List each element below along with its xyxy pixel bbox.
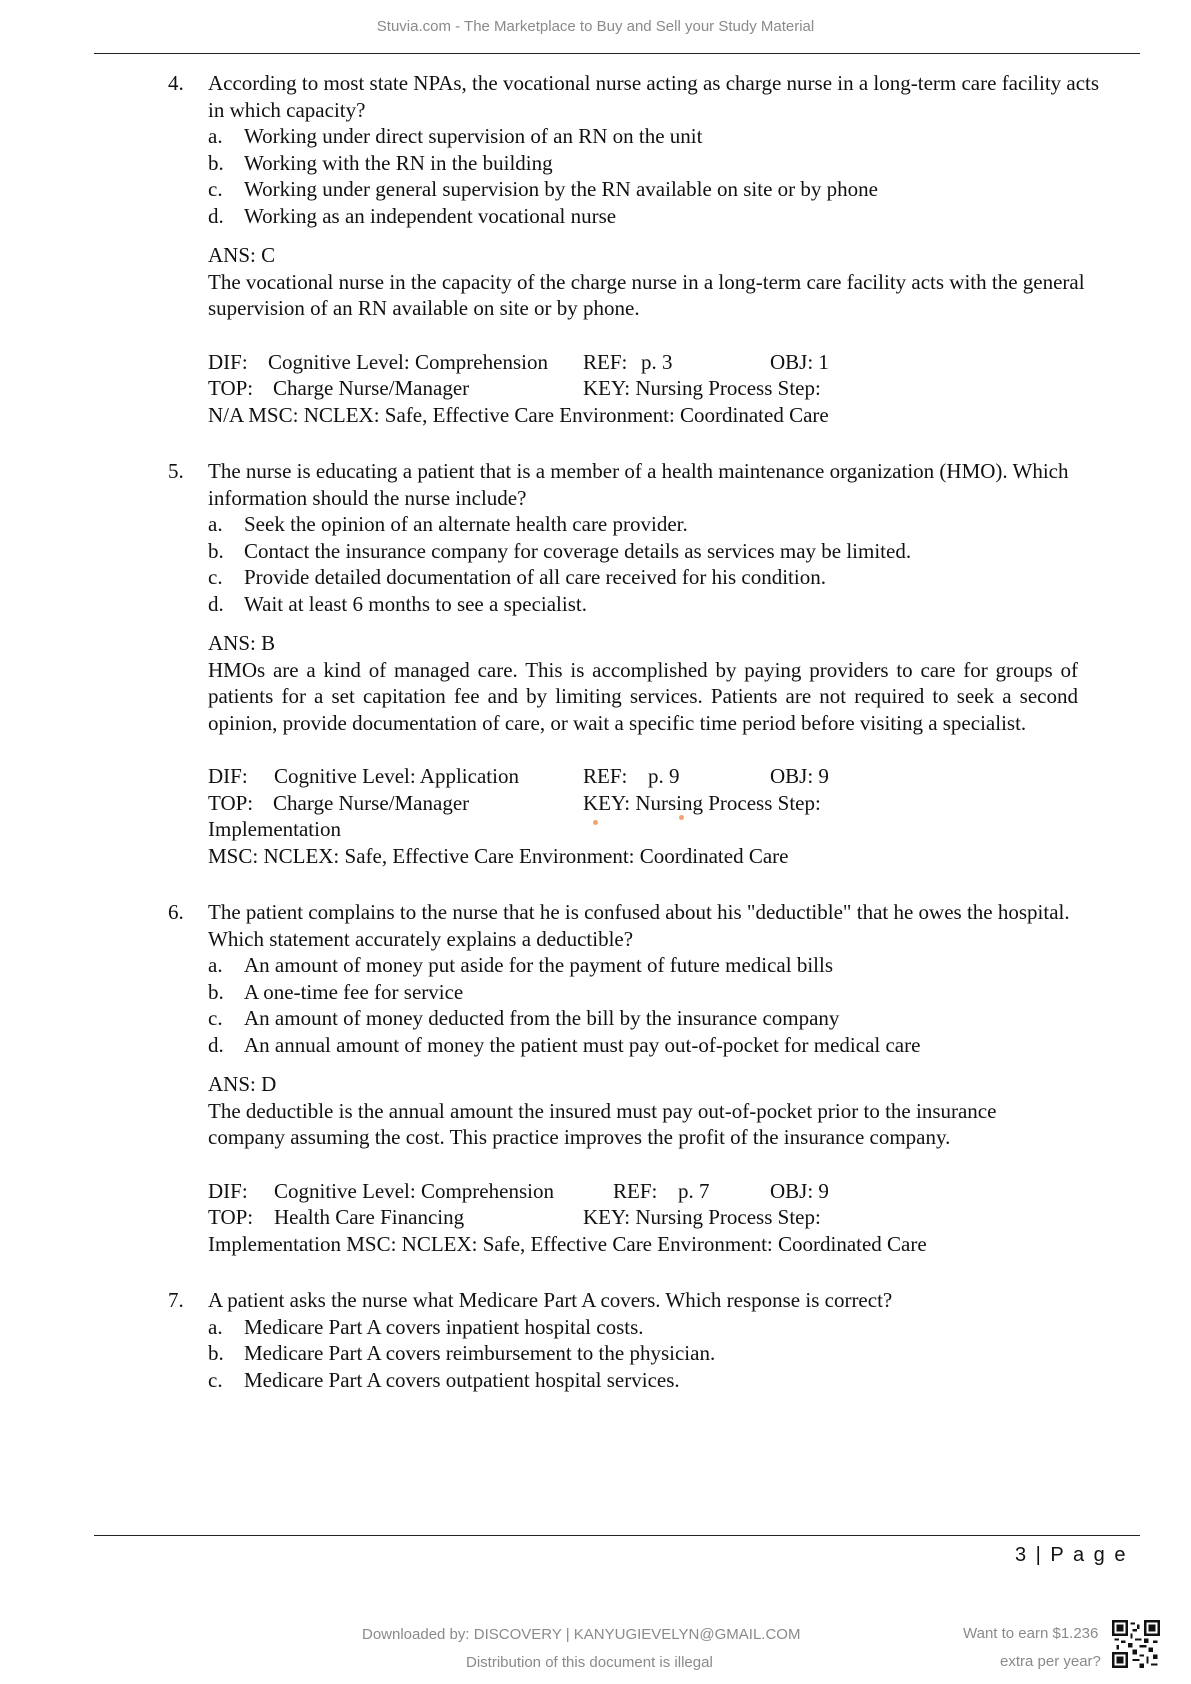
meta-line-dif: [208, 1178, 928, 1205]
question-stem: The nurse is educating a patient that is a member of a health maintenance organization (HMO). Which information should the nurse include?: [208, 459, 1069, 510]
spacer: [0, 1257, 1191, 1287]
option-text: Working under direct supervision of an RN on the unit: [244, 124, 703, 148]
spacer: [0, 428, 1191, 458]
option-letter: b.: [208, 538, 224, 563]
option-c: [208, 564, 1130, 591]
meta-rest: Implementation: [208, 817, 341, 841]
key-value: KEY: Nursing Process Step:: [583, 376, 821, 400]
ref-value: p. 7: [678, 1178, 710, 1203]
option-text: Medicare Part A covers reimbursement to the physician.: [244, 1341, 716, 1365]
meta-rest: Implementation MSC: NCLEX: Safe, Effective Care Environment: Coordinated Care: [208, 1231, 927, 1256]
distribution-notice: Distribution of this document is illegal: [466, 1654, 713, 1671]
key-value: KEY: Nursing Process Step:: [583, 1205, 821, 1229]
meta-line-dif: [208, 349, 928, 376]
option-text: An annual amount of money the patient must pay out-of-pocket for medical care: [244, 1032, 921, 1057]
top-label: TOP:: [208, 1205, 254, 1229]
annotation-dot: [593, 820, 598, 825]
option-b: [208, 1340, 1130, 1367]
dif-label: DIF:: [208, 1178, 248, 1203]
option-text: A one-time fee for service: [244, 979, 464, 1004]
question-number: 5.: [168, 459, 184, 483]
dif-label: DIF:: [208, 349, 248, 374]
page-header: Stuvia.com - The Marketplace to Buy and Sell your Study Material: [376, 18, 815, 35]
option-b: [208, 538, 1130, 565]
rationale: The deductible is the annual amount the insured must pay out-of-pocket prior to the insurance company assuming the cost. This practice improves the profit of the insurance company.: [208, 1098, 997, 1149]
obj-value: OBJ: 9: [770, 764, 829, 788]
option-text: Medicare Part A covers inpatient hospital costs.: [244, 1314, 644, 1339]
option-c: [208, 1367, 1130, 1394]
top-label: TOP:: [208, 376, 254, 400]
option-letter: a.: [208, 953, 223, 977]
ref-label: REF:: [613, 1178, 658, 1203]
option-text: Medicare Part A covers outpatient hospital services.: [244, 1367, 680, 1392]
header-rule: [94, 53, 1140, 54]
question-number: 4.: [168, 71, 184, 95]
option-b: [208, 150, 1130, 177]
option-a: [208, 511, 1130, 538]
option-letter: b.: [208, 979, 224, 1004]
option-letter: c.: [208, 177, 223, 201]
rationale: The vocational nurse in the capacity of the charge nurse in a long-term care facility acts with the general supervision of an RN available on site or by phone.: [208, 269, 1085, 320]
option-a: [208, 123, 1130, 150]
meta-msc: MSC: NCLEX: Safe, Effective Care Environment: Coordinated Care: [208, 843, 789, 868]
option-letter: d.: [208, 203, 224, 228]
annotation-dot: [679, 815, 684, 820]
meta-line-top: [208, 1204, 928, 1231]
option-text: An amount of money deducted from the bill by the insurance company: [244, 1006, 840, 1030]
option-d: [208, 203, 1130, 230]
ref-label: REF:: [583, 764, 628, 788]
promo-line-2[interactable]: extra per year?: [1000, 1653, 1101, 1670]
meta-line-top: [208, 790, 928, 817]
question-5: [170, 458, 1130, 869]
promo-line-1[interactable]: Want to earn $1.236: [963, 1625, 1099, 1642]
option-letter: b.: [208, 150, 224, 175]
question-number: 7.: [168, 1288, 184, 1312]
option-c: [208, 176, 1130, 203]
option-letter: a.: [208, 1314, 223, 1339]
dif-value: Cognitive Level: Comprehension: [274, 1178, 554, 1203]
downloaded-by: Downloaded by: DISCOVERY | KANYUGIEVELYN@GMAIL.COM: [362, 1626, 801, 1643]
option-text: Provide detailed documentation of all care received for his condition.: [244, 565, 826, 589]
top-value: Charge Nurse/Manager: [273, 790, 470, 815]
option-text: An amount of money put aside for the payment of future medical bills: [244, 953, 834, 977]
option-a: [208, 952, 1130, 979]
obj-value: OBJ: 1: [770, 349, 829, 374]
option-letter: c.: [208, 1367, 223, 1392]
option-letter: b.: [208, 1341, 224, 1365]
question-7: [170, 1287, 1130, 1393]
answer-key: ANS: B: [208, 631, 276, 655]
question-stem: According to most state NPAs, the vocational nurse acting as charge nurse in a long-term care facility acts in which capacity?: [208, 71, 1100, 122]
ref-label: REF:: [583, 349, 628, 374]
top-value: Charge Nurse/Manager: [273, 376, 470, 400]
option-letter: d.: [208, 591, 224, 616]
top-label: TOP:: [208, 790, 254, 815]
rationale: HMOs are a kind of managed care. This is accomplished by paying providers to care for groups of patients for a set capitation fee and by limiting services. Patients are not required to seek a second opinion, provide documentation of care, or wait a specific time period before visiting a specialist.: [208, 657, 1078, 735]
question-stem: A patient asks the nurse what Medicare Part A covers. Which response is correct?: [208, 1288, 893, 1312]
question-4: [170, 70, 1130, 428]
qr-code-icon[interactable]: [1112, 1620, 1160, 1668]
dif-label: DIF:: [208, 764, 248, 788]
option-letter: a.: [208, 512, 223, 536]
option-text: Seek the opinion of an alternate health care provider.: [244, 512, 688, 536]
page-number: 3 | P a g e: [1015, 1544, 1128, 1566]
ref-value: p. 9: [648, 764, 680, 788]
option-b: [208, 979, 1130, 1006]
footer-rule: [94, 1535, 1140, 1536]
option-letter: d.: [208, 1032, 224, 1057]
option-text: Contact the insurance company for coverage details as services may be limited.: [244, 538, 912, 563]
question-stem: The patient complains to the nurse that he is confused about his "deductible" that he owes the hospital. Which statement accurately explains a deductible?: [208, 900, 1070, 951]
option-c: [208, 1005, 1130, 1032]
option-d: [208, 591, 1130, 618]
answer-key: ANS: D: [208, 1072, 277, 1096]
option-d: [208, 1032, 1130, 1059]
dif-value: Cognitive Level: Application: [274, 764, 519, 788]
obj-value: OBJ: 9: [770, 1178, 829, 1203]
answer-key: ANS: C: [208, 243, 276, 267]
option-letter: a.: [208, 124, 223, 148]
option-letter: c.: [208, 565, 223, 589]
question-metadata: [208, 1178, 928, 1258]
question-number: 6.: [168, 900, 184, 924]
key-value: KEY: Nursing Process Step:: [583, 790, 821, 815]
option-text: Wait at least 6 months to see a specialist.: [244, 591, 587, 616]
option-a: [208, 1314, 1130, 1341]
meta-rest: N/A MSC: NCLEX: Safe, Effective Care Environment: Coordinated Care: [208, 402, 829, 427]
option-text: Working with the RN in the building: [244, 150, 553, 175]
option-letter: c.: [208, 1006, 223, 1030]
question-metadata: [208, 349, 928, 429]
meta-line-top: [208, 375, 928, 402]
option-text: Working under general supervision by the RN available on site or by phone: [244, 177, 878, 201]
question-6: [170, 899, 1130, 1257]
option-text: Working as an independent vocational nurse: [244, 203, 617, 228]
ref-value: p. 3: [641, 349, 673, 374]
dif-value: Cognitive Level: Comprehension: [268, 349, 548, 374]
page-content: [0, 70, 1191, 1530]
question-metadata: [208, 763, 928, 869]
meta-line-dif: [208, 763, 928, 790]
top-value: Health Care Financing: [274, 1205, 465, 1229]
spacer: [0, 869, 1191, 899]
